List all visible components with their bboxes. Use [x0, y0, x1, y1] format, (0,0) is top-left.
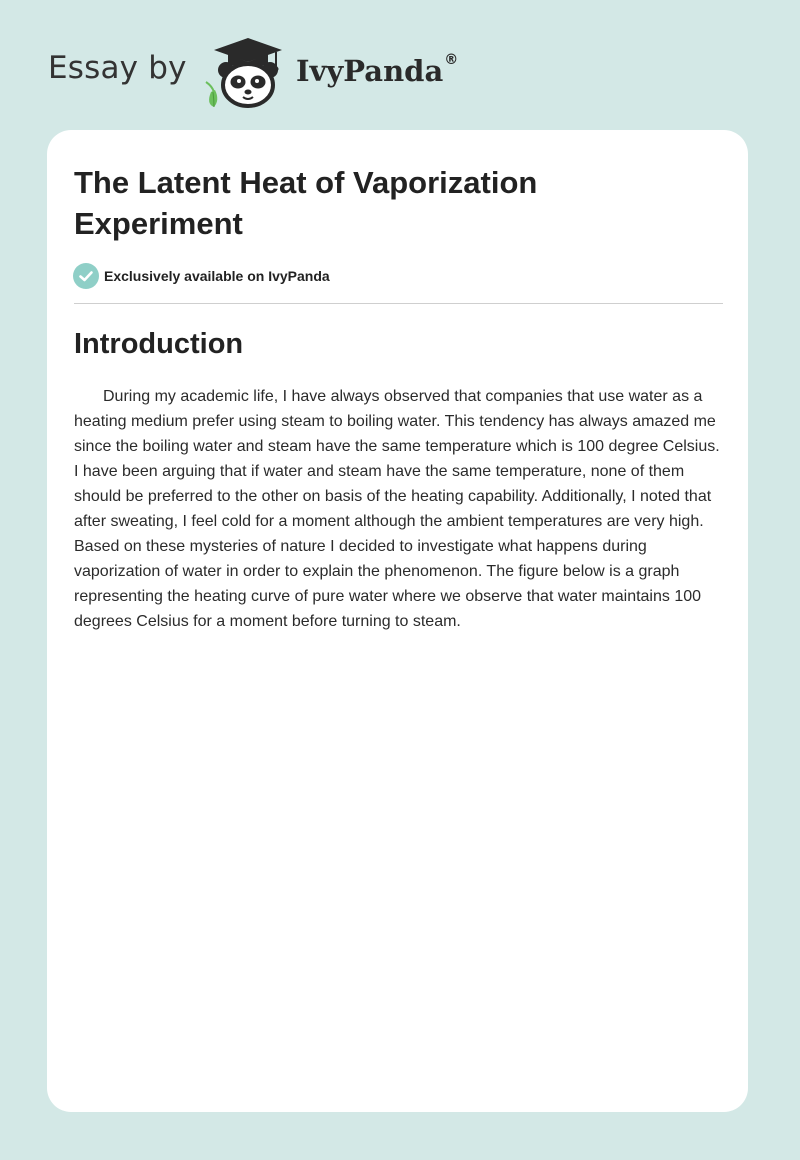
registered-mark: ® [444, 52, 459, 68]
badge-text: Exclusively available on IvyPanda [104, 268, 330, 284]
brand-name[interactable]: IvyPanda® [296, 52, 459, 88]
panda-logo-icon[interactable] [202, 34, 294, 110]
section-heading: Introduction [74, 328, 244, 360]
body-paragraph: During my academic life, I have always observed that companies that use water as a heating medium prefer using steam to boiling water. This tendency has always amazed me since the boiling water and steam have the same temperature which is 100 degree Celsius. I have been arguing that if water and steam have the same temperature, none of them should be preferred to the other on basis of the heating capability. Additionally, I noted that after sweating, I feel cold for a moment although the ambient temperatures are very high. Based on these mysteries of nature I decided to investigate what happens during vaporization of water in order to explain the phenomenon. The figure below is a graph representing the heating curve of pure water where we observe that water maintains 100 degrees Celsius for a moment before turning to steam. [74, 388, 720, 630]
divider [74, 303, 723, 304]
essay-by-label: Essay by [48, 50, 187, 86]
check-circle-icon [73, 263, 99, 289]
exclusive-badge [73, 263, 330, 289]
page-title: The Latent Heat of Vaporization Experiment [74, 165, 538, 241]
essay-card [47, 130, 748, 1112]
site-header [48, 34, 508, 110]
